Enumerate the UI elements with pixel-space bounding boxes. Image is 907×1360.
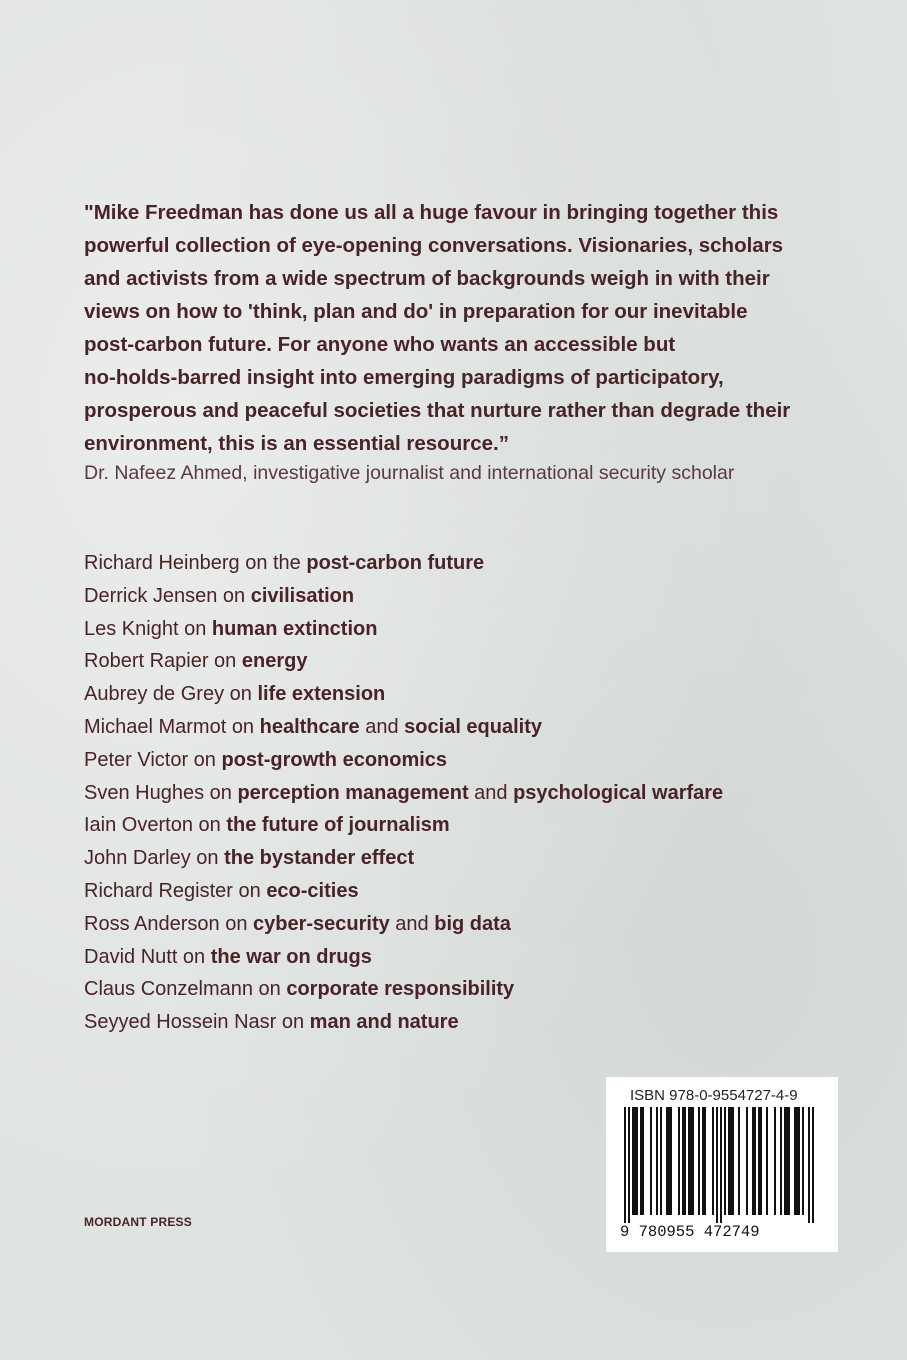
endorsement-quote <box>84 196 844 460</box>
barcode-bar <box>690 1107 692 1215</box>
barcode-bar <box>628 1107 630 1223</box>
barcode-bar <box>752 1107 754 1215</box>
barcode-bar <box>624 1107 626 1223</box>
quote-line: post-carbon future. For anyone who wants an accessible but <box>84 333 676 356</box>
quote-line: and activists from a wide spectrum of backgrounds weigh in with their <box>84 267 770 290</box>
barcode-bar <box>724 1107 726 1215</box>
topic-item: Les Knight on human extinction <box>84 617 378 640</box>
barcode-bar <box>668 1107 670 1215</box>
barcode-bar <box>784 1107 786 1215</box>
topic-item: Robert Rapier on energy <box>84 650 308 673</box>
barcode-bar <box>738 1107 740 1215</box>
barcode-bar <box>758 1107 760 1215</box>
barcode-bar <box>794 1107 796 1215</box>
barcode-bar <box>692 1107 694 1215</box>
barcode-bar <box>766 1107 768 1215</box>
barcode-bar <box>796 1107 798 1215</box>
barcode-bar <box>760 1107 762 1215</box>
barcode-bar <box>774 1107 776 1215</box>
barcode-bar <box>632 1107 634 1215</box>
barcode-icon <box>620 1107 822 1223</box>
barcode-bar <box>636 1107 638 1215</box>
barcode-bar <box>660 1107 662 1215</box>
topic-item: Peter Victor on post-growth economics <box>84 748 448 771</box>
barcode-bar <box>732 1107 734 1215</box>
barcode-bar <box>720 1107 722 1223</box>
barcode-bar <box>712 1107 714 1215</box>
topic-item: Aubrey de Grey on life extension <box>84 683 386 706</box>
barcode-bar <box>754 1107 756 1215</box>
barcode-bar <box>788 1107 790 1215</box>
barcode-bar <box>716 1107 718 1223</box>
barcode-bar <box>640 1107 642 1215</box>
barcode-bar <box>698 1107 700 1215</box>
topic-item: David Nutt on the war on drugs <box>84 945 372 968</box>
barcode-bar <box>746 1107 748 1215</box>
barcode-bar <box>678 1107 680 1215</box>
barcode-bar <box>684 1107 686 1215</box>
topic-item: Ross Anderson on cyber-security and big data <box>84 912 511 935</box>
topic-item: Michael Marmot on healthcare and social equality <box>84 715 543 738</box>
barcode-bar <box>798 1107 800 1215</box>
quote-line: prosperous and peaceful societies that nurture rather than degrade their <box>84 399 791 422</box>
barcode-bar <box>702 1107 704 1215</box>
barcode-bar <box>650 1107 652 1215</box>
barcode-bar <box>688 1107 690 1215</box>
barcode-bar <box>730 1107 732 1215</box>
barcode-bar <box>682 1107 684 1215</box>
barcode-digits: 9 780955 472749 <box>620 1223 760 1241</box>
quote-line: powerful collection of eye-opening conversations. Visionaries, scholars <box>84 234 784 257</box>
barcode-bar <box>670 1107 672 1215</box>
barcode-bar <box>786 1107 788 1215</box>
interview-topics-list <box>84 547 723 1039</box>
quote-line: environment, this is an essential resource.” <box>84 432 509 455</box>
quote-line: views on how to 'think, plan and do' in preparation for our inevitable <box>84 300 748 323</box>
quote-line: no-holds-barred insight into emerging paradigms of participatory, <box>84 366 724 389</box>
isbn-barcode-box <box>606 1077 838 1252</box>
barcode-bar <box>780 1107 782 1215</box>
publisher-name: MORDANT PRESS <box>84 1215 192 1229</box>
barcode-bar <box>802 1107 804 1215</box>
barcode-bar <box>666 1107 668 1215</box>
topic-item: Richard Register on eco-cities <box>84 879 359 902</box>
topic-item: John Darley on the bystander effect <box>84 847 415 870</box>
topic-item: Derrick Jensen on civilisation <box>84 584 355 607</box>
barcode-bar <box>634 1107 636 1215</box>
quote-attribution: Dr. Nafeez Ahmed, investigative journalist and international security scholar <box>84 462 735 484</box>
barcode-bar <box>704 1107 706 1215</box>
barcode-bar <box>656 1107 658 1215</box>
topic-item: Seyyed Hossein Nasr on man and nature <box>84 1011 459 1034</box>
barcode-bar <box>728 1107 730 1215</box>
barcode-bar <box>812 1107 814 1223</box>
isbn-label: ISBN 978-0-9554727-4-9 <box>630 1087 798 1104</box>
barcode-bar <box>642 1107 644 1215</box>
topic-item: Sven Hughes on perception management and psychological warfare <box>84 781 724 804</box>
topic-item: Richard Heinberg on the post-carbon future <box>84 552 485 574</box>
quote-line: "Mike Freedman has done us all a huge favour in bringing together this <box>84 201 779 224</box>
topic-item: Claus Conzelmann on corporate responsibility <box>84 978 515 1001</box>
topic-item: Iain Overton on the future of journalism <box>84 814 450 837</box>
barcode-bar <box>808 1107 810 1223</box>
